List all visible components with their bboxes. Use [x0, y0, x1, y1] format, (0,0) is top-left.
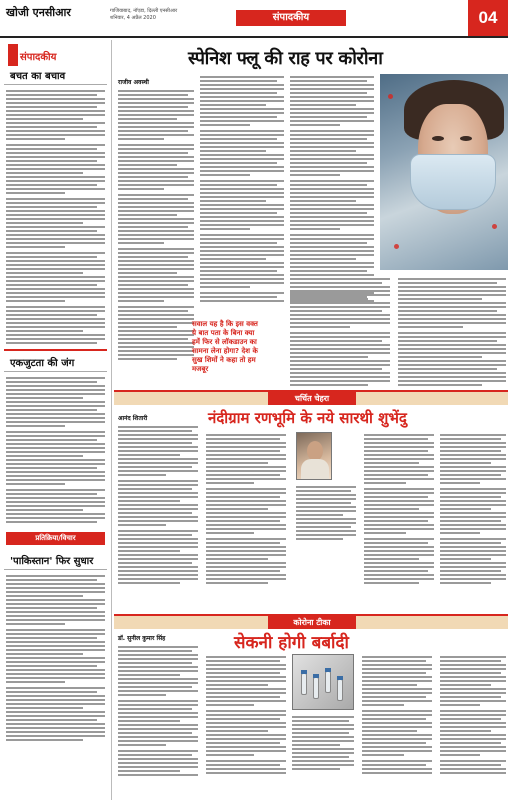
- left-article-3-body: [0, 570, 111, 746]
- article3-byline: डॉ. सुनील कुमार सिंह: [118, 635, 166, 642]
- page-header: [0, 0, 508, 38]
- article2-byline: आनंद शितारी: [118, 415, 148, 422]
- main-article-col-2: [200, 74, 284, 304]
- main-article-col-5: [398, 276, 506, 388]
- vaccine-vials-photo: [292, 654, 354, 710]
- left-section-label: संपादकीय: [20, 52, 57, 63]
- left-headline-2: एकजुटता की जंग: [4, 351, 107, 372]
- left-mini-tag: प्रतिक्रिया/विचार: [6, 532, 105, 545]
- left-article-1-body: [0, 85, 111, 349]
- article2-col-5: [440, 432, 506, 586]
- main-headline: स्पेनिश फ्लू की राह पर कोरोना: [188, 48, 383, 69]
- article3-headline: सेकनी होगी बर्बादी: [234, 633, 349, 653]
- article3-col-1: [118, 644, 198, 778]
- article2-col-3: [296, 484, 356, 542]
- article2-col-4: [364, 432, 434, 586]
- main-byline: राजीव अवस्थी: [118, 79, 149, 86]
- politician-portrait-photo: [296, 432, 332, 480]
- article3-col-3: [292, 714, 354, 772]
- masthead: खोजी एनसीआर: [6, 6, 71, 19]
- band-label-2: कोरोना टीका: [268, 616, 356, 629]
- left-headline-1: बचत का बचाव: [4, 64, 107, 85]
- main-article-col-4: [290, 276, 390, 388]
- article2-headline: नंदीग्राम रणभूमि के नये सारथी शुभेंदु: [208, 409, 407, 427]
- pull-quote: सवाल यह है कि इस वक्त ये बात पता के बिना क्या हमें फिर से लॉकडाउन का सामना लेना होगा? देश के सुख शिमों ने कहा तो हम मजबूर: [192, 320, 258, 373]
- article3-col-5: [440, 654, 506, 776]
- article3-col-2: [206, 654, 286, 776]
- left-headline-3: 'पाकिस्तान' फिर सुधार: [4, 549, 107, 570]
- band-corona-tika: [114, 614, 508, 629]
- header-info-line1: गाजियाबाद, नॉएडा, दिल्ली एनसीआर: [110, 8, 178, 14]
- left-article-2-body: [0, 372, 111, 528]
- article2-col-1: [118, 424, 198, 586]
- section-tag-bar: [8, 44, 18, 66]
- main-article-col-3: [290, 74, 374, 304]
- main-area: [114, 40, 508, 800]
- main-article-col-1: [118, 88, 194, 362]
- left-column: [0, 40, 112, 800]
- woman-wearing-mask-photo: [380, 74, 508, 270]
- left-section-tag: [4, 44, 107, 64]
- band-charchit-chehra: [114, 390, 508, 405]
- section-title: संपादकीय: [236, 10, 346, 26]
- header-info-line2: शनिवार, 4 अप्रैल 2020: [110, 15, 156, 21]
- page-number: 04: [468, 0, 508, 36]
- band-label-1: चर्चित चेहरा: [268, 392, 356, 405]
- article2-col-2: [206, 432, 286, 586]
- article3-col-4: [362, 654, 432, 776]
